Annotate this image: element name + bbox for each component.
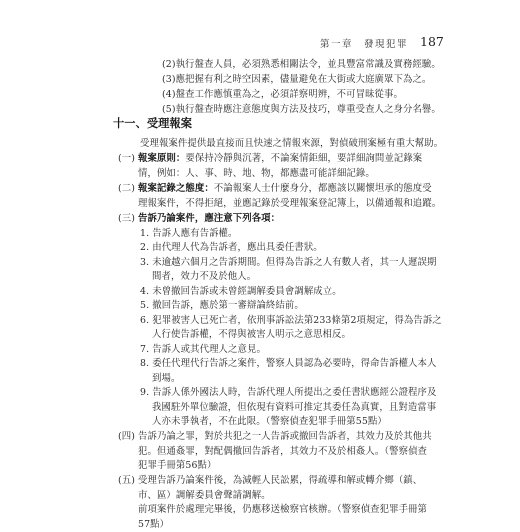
- text-line: [140, 285, 342, 299]
- line-text: 6. 犯罪被害人已死亡者，依刑事訴訟法第233條第2項規定，得為告訴之: [140, 314, 442, 326]
- text-line: [152, 270, 256, 284]
- text-line: [152, 415, 387, 429]
- text-line: [138, 445, 427, 459]
- text-line: [152, 401, 436, 415]
- line-text: 犯。但通姦罪，對配偶撤回告訴者，其效力不及於相姦人。（警察偵查: [138, 445, 428, 457]
- text-line: [138, 167, 375, 181]
- section-heading: 十一、受理報案: [113, 117, 193, 130]
- line-text: (5)執行盤查時應注意態度與方法及技巧，尊重受查人之身分名譽。: [162, 104, 441, 115]
- line-text: (三): [118, 213, 135, 224]
- line-text: 1. 告訴人應有告訴權。: [140, 227, 238, 239]
- line-text: 2. 由代理人代為告訴者，應出具委任書狀。: [140, 242, 323, 253]
- line-text: 8. 委任代理代行告訴之案件，警察人員認為必要時，得命告訴權人本人: [140, 358, 437, 369]
- page-header: [0, 34, 520, 50]
- text-line: [140, 314, 442, 328]
- text-line: [138, 503, 427, 517]
- text-line: [138, 212, 280, 226]
- text-line: [118, 152, 135, 166]
- text-line: [138, 430, 432, 444]
- line-text: 受理報案件提供最直接而且快速之情報來源，對偵破刑案極有重大幫助。: [140, 138, 444, 149]
- line-text: 5. 撤回告訴，應於第一審辯論終結前。: [140, 300, 304, 311]
- line-text: 理報案件，不得拒絕，並應記錄於受理報案登記簿上，以備通報和追蹤。: [138, 197, 442, 209]
- line-text: (五): [118, 475, 135, 486]
- bold-label: 告訴乃論案件，應注意下列各項：: [138, 213, 281, 224]
- line-text: 不論報案人士什麼身分，都應該以關懷坦承的態度受: [213, 183, 432, 194]
- line-text: 要保持冷靜與沉著，不論案情鉅細，要詳細詢問並記錄案: [185, 153, 423, 164]
- text-line: [138, 474, 422, 488]
- text-line: [118, 212, 135, 226]
- text-line: [118, 182, 135, 196]
- text-line: [118, 430, 135, 444]
- line-text: 到場。: [152, 372, 181, 384]
- line-text: (二): [118, 183, 135, 194]
- text-line: [162, 103, 441, 117]
- text-line: [152, 372, 180, 386]
- text-line: [140, 357, 436, 371]
- text-line: [140, 241, 323, 255]
- text-line: [138, 152, 422, 166]
- text-line: [140, 256, 436, 270]
- line-text: 告訴乃論之罪，對於共犯之一人告訴或撤回告訴者，其效力及於其他共: [138, 431, 432, 442]
- text-line: [140, 343, 266, 357]
- text-line: [140, 386, 436, 400]
- bold-label: 報案記錄之態度：: [138, 183, 214, 194]
- text-line: [162, 73, 431, 87]
- text-line: [138, 459, 216, 473]
- line-text: 受理告訴乃論案件後，為減輕人民訟累，得疏導和解或轉介鄉（鎮、: [138, 475, 423, 486]
- text-line: [138, 518, 169, 532]
- line-text: 3. 未逾越六個月之告訴期間。但得為告訴之人有數人者，其一人遲誤期: [140, 256, 437, 268]
- line-text: (2)執行盤查人員，必須熟悉相關法令，並具豐富常識及實務經驗。: [162, 59, 441, 70]
- text-line: [140, 299, 304, 313]
- text-line: [140, 227, 238, 241]
- line-text: 4. 未曾撤回告訴或未曾經調解委員會調解成立。: [140, 285, 342, 297]
- line-text: 前項案件於處理完畢後，仍應移送檢察官核辦。（警察偵查犯罪手冊第: [138, 504, 428, 515]
- text-line: [152, 328, 351, 342]
- line-text: 市、區）調解委員會聲請調解。: [138, 489, 271, 501]
- line-text: 9. 告訴人係外國法人時，告訴代理人所提出之委任書狀應經公證程序及: [140, 387, 437, 398]
- text-line: [138, 197, 441, 211]
- text-line: [138, 489, 271, 503]
- line-text: (3)應把握有利之時空因素，儘量避免在大街或大庭廣眾下為之。: [162, 74, 432, 85]
- line-text: 犯罪手冊第56點）: [138, 460, 217, 471]
- text-line: [162, 58, 441, 72]
- line-text: (四): [118, 431, 135, 442]
- text-line: [138, 182, 432, 196]
- line-text: 人亦未爭執者，不在此限。（警察偵查犯罪手冊第55點）: [152, 416, 387, 427]
- page-number: 187: [420, 34, 444, 49]
- line-text: 我國駐外單位驗證，但依現有資料可推定其委任為真實，且對造當事: [152, 401, 437, 413]
- line-text: 7. 告訴人或其代理人之意見。: [140, 343, 266, 355]
- line-text: 情，例如：人、事、時、地、物，都應盡可能詳細記錄。: [138, 167, 375, 179]
- bold-label: 報案原則：: [138, 153, 186, 164]
- text-line: [140, 137, 443, 151]
- line-text: (一): [118, 153, 135, 164]
- text-line: [162, 88, 403, 102]
- chapter-title: 第一章 發現犯罪: [319, 39, 408, 50]
- line-text: 57點）: [138, 518, 170, 530]
- line-text: (4)盤查工作應慎重為之，必須詳察明辨，不可冒昧從事。: [162, 89, 403, 100]
- text-line: [118, 474, 135, 488]
- line-text: 間者，效力不及於他人。: [152, 271, 257, 282]
- line-text: 人行使告訴權，不得與被害人明示之意思相反。: [152, 329, 351, 340]
